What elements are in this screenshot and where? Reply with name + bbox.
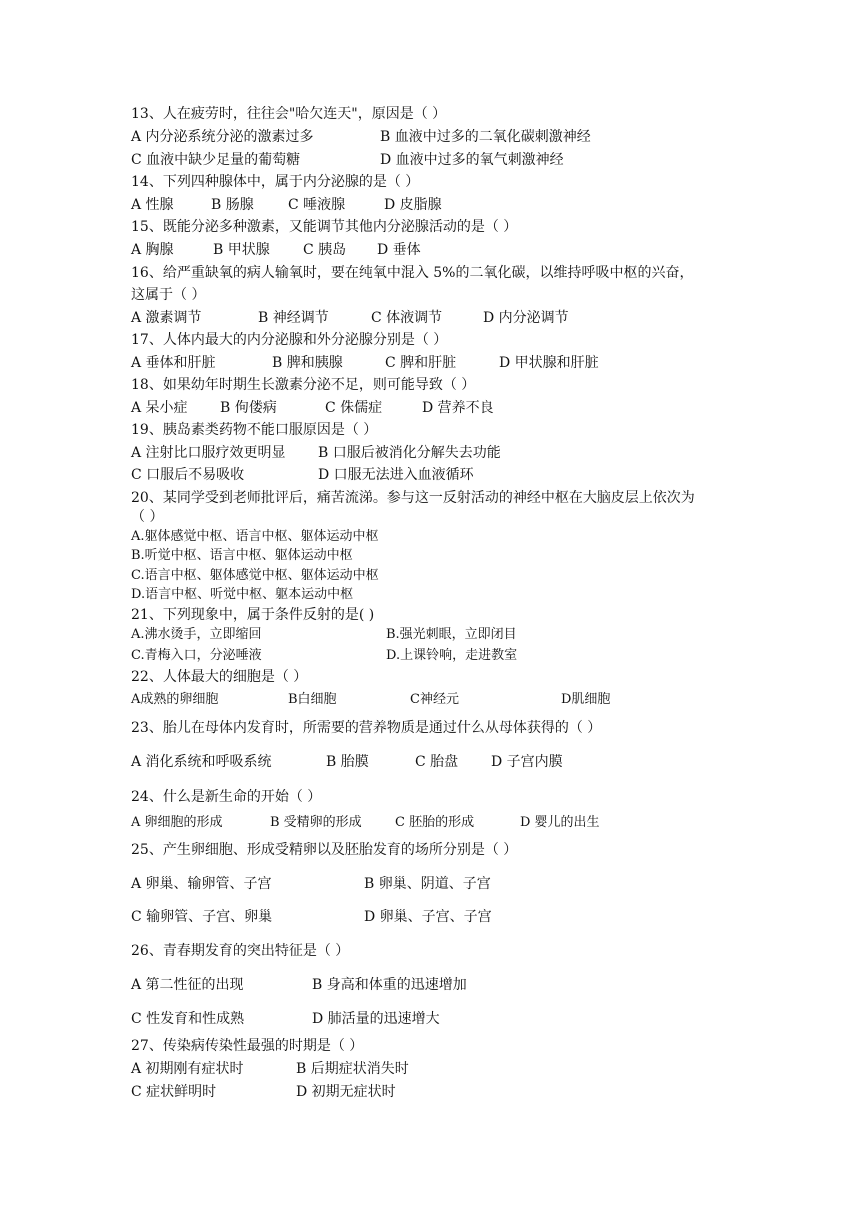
- option-b: B 身高和体重的迅速增加: [312, 977, 467, 993]
- question-16-stem-cont: 这属于（ ）: [131, 287, 206, 303]
- question-13-stem: 13、人在疲劳时，往往会"哈欠连天"，原因是（ ）: [131, 106, 447, 122]
- question-15-stem: 15、既能分泌多种激素，又能调节其他内分泌腺活动的是（ ）: [131, 219, 518, 235]
- option-b: B 神经调节: [258, 310, 329, 326]
- option-b: B 肠腺: [211, 197, 254, 213]
- option-d: D 卵巢、子宫、子宫: [364, 909, 492, 925]
- question-21-stem: 21、下列现象中，属于条件反射的是( ): [131, 607, 375, 623]
- question-23-stem: 23、胎儿在母体内发育时，所需要的营养物质是通过什么从母体获得的（ ）: [131, 720, 602, 736]
- option-d: D 初期无症状时: [296, 1084, 396, 1100]
- option-d: D 口服无法进入血液循环: [318, 467, 474, 483]
- option-d: D.上课铃响，走进教室: [386, 648, 518, 663]
- option-d: D 子宫内膜: [491, 754, 563, 770]
- option-c: C 侏儒症: [325, 400, 383, 416]
- option-a: A 卵细胞的形成: [131, 815, 223, 830]
- option-a: A 内分泌系统分泌的激素过多: [131, 129, 314, 145]
- option-b: B 受精卵的形成: [270, 815, 362, 830]
- question-20-stem-cont: （ ）: [131, 509, 164, 525]
- option-a: A 性腺: [131, 197, 174, 213]
- option-a: A.沸水烫手，立即缩回: [131, 627, 262, 642]
- option-b: B 后期症状消失时: [296, 1061, 409, 1077]
- option-a: A 第二性征的出现: [131, 977, 244, 993]
- question-22-stem: 22、人体最大的细胞是（ ）: [131, 669, 308, 685]
- option-d: D 婴儿的出生: [520, 815, 600, 830]
- option-d: D 甲状腺和肝脏: [499, 355, 599, 371]
- question-16-stem: 16、给严重缺氧的病人输氧时，要在纯氧中混入 5%的二氧化碳，以维持呼吸中枢的兴奋，: [131, 265, 694, 281]
- question-20-option-d: D.语言中枢、听觉中枢、躯本运动中枢: [131, 587, 354, 602]
- question-20-option-a: A.躯体感觉中枢、语言中枢、躯体运动中枢: [131, 529, 379, 544]
- option-a: A 消化系统和呼吸系统: [131, 754, 272, 770]
- option-c: C 唾液腺: [288, 197, 346, 213]
- option-d: D 营养不良: [422, 400, 494, 416]
- question-17-stem: 17、人体内最大的内分泌腺和外分泌腺分别是（ ）: [131, 332, 448, 348]
- option-c: C 口服后不易吸收: [131, 467, 245, 483]
- option-a: A 初期刚有症状时: [131, 1061, 244, 1077]
- question-18-stem: 18、如果幼年时期生长激素分泌不足，则可能导致（ ）: [131, 377, 476, 393]
- option-c: C 症状鲜明时: [131, 1084, 217, 1100]
- option-c: C 输卵管、子宫、卵巢: [131, 909, 273, 925]
- option-b: B 胎膜: [326, 754, 369, 770]
- option-c: C.青梅入口，分泌唾液: [131, 648, 262, 663]
- option-d: D 内分泌调节: [483, 310, 569, 326]
- option-d: D 垂体: [377, 242, 421, 258]
- option-a: A 垂体和肝脏: [131, 355, 216, 371]
- question-20-stem: 20、某同学受到老师批评后，痛苦流涕。参与这一反射活动的神经中枢在大脑皮层上依次为: [131, 490, 695, 506]
- option-b: B 口服后被消化分解失去功能: [318, 445, 501, 461]
- question-24-stem: 24、什么是新生命的开始（ ）: [131, 789, 322, 805]
- option-c: C神经元: [410, 692, 459, 707]
- question-26-stem: 26、青春期发育的突出特征是（ ）: [131, 943, 350, 959]
- option-a: A 注射比口服疗效更明显: [131, 445, 286, 461]
- question-27-stem: 27、传染病传染性最强的时期是（ ）: [131, 1038, 364, 1054]
- option-d: D 肺活量的迅速增大: [312, 1011, 440, 1027]
- option-d: D 皮脂腺: [384, 197, 442, 213]
- option-d: D 血液中过多的氧气刺激神经: [380, 152, 564, 168]
- option-a: A 呆小症: [131, 400, 188, 416]
- option-c: C 脾和肝脏: [385, 355, 457, 371]
- option-b: B 血液中过多的二氧化碳刺激神经: [380, 129, 591, 145]
- option-c: C 胰岛: [303, 242, 347, 258]
- option-b: B 佝偻病: [220, 400, 277, 416]
- option-c: C 胚胎的形成: [395, 815, 475, 830]
- option-a: A成熟的卵细胞: [131, 692, 219, 707]
- option-a: A 激素调节: [131, 310, 202, 326]
- question-14-stem: 14、下列四种腺体中，属于内分泌腺的是（ ）: [131, 174, 420, 190]
- option-b: B 脾和胰腺: [272, 355, 343, 371]
- question-19-stem: 19、胰岛素类药物不能口服原因是（ ）: [131, 422, 378, 438]
- option-a: A 胸腺: [131, 242, 174, 258]
- option-a: A 卵巢、输卵管、子宫: [131, 876, 272, 892]
- option-b: B 卵巢、阴道、子宫: [364, 876, 491, 892]
- option-c: C 性发育和性成熟: [131, 1011, 245, 1027]
- option-c: C 血液中缺少足量的葡萄糖: [131, 152, 301, 168]
- option-b: B白细胞: [288, 692, 337, 707]
- option-c: C 体液调节: [371, 310, 443, 326]
- question-20-option-c: C.语言中枢、躯体感觉中枢、躯体运动中枢: [131, 568, 379, 583]
- question-25-stem: 25、产生卵细胞、形成受精卵以及胚胎发育的场所分别是（ ）: [131, 842, 518, 858]
- option-b: B 甲状腺: [213, 242, 270, 258]
- option-c: C 胎盘: [415, 754, 459, 770]
- option-d: D肌细胞: [561, 692, 611, 707]
- option-b: B.强光刺眼，立即闭目: [386, 627, 517, 642]
- question-20-option-b: B.听觉中枢、语言中枢、躯体运动中枢: [131, 548, 353, 563]
